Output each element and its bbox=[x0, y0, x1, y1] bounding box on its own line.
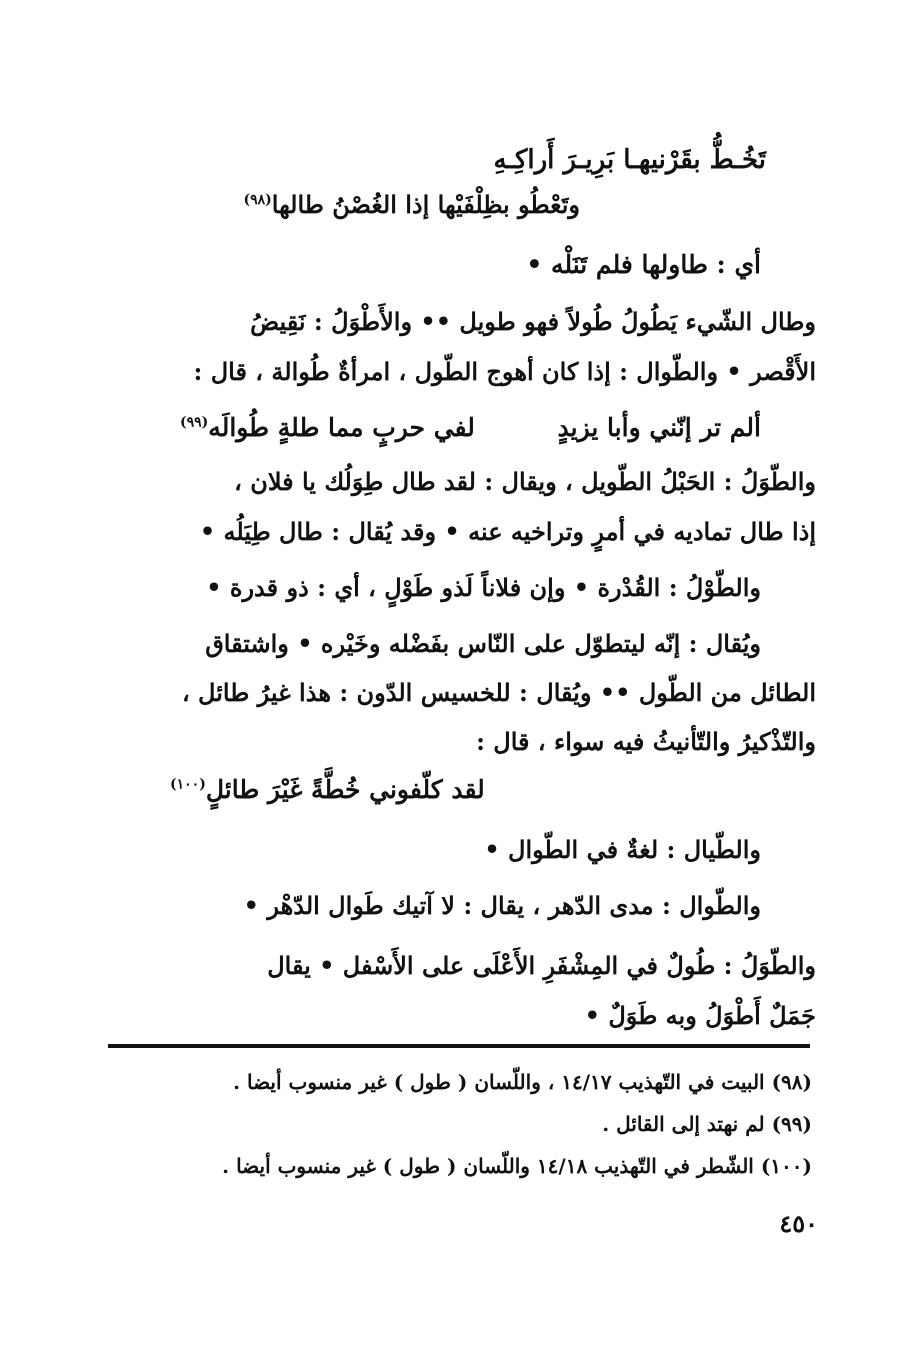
body-line-2: وطال الشّيء يَطُولُ طُولاً فهو طويل •• والأَطْوَلُ : نَقِيضُ bbox=[250, 307, 816, 336]
body-line-9: والتّذْكيرُ والتّأنيثُ فيه سواء ، قال : bbox=[476, 727, 816, 756]
verse-text: لقد كلّفوني خُطَّةً غَيْرَ طائلٍ bbox=[205, 775, 485, 804]
footnote-divider bbox=[108, 1044, 810, 1048]
verse-line-4 bbox=[170, 770, 485, 810]
footnote-ref-98: (٩٨) bbox=[243, 192, 272, 208]
body-line-4: والطّوَلُ : الحَبْلُ الطّويل ، ويقال : لقد طال طِوَلُك يا فلان ، bbox=[234, 467, 816, 496]
body-line-11: والطّوال : مدى الدّهر ، يقال : لا آتيك طَوال الدّهْر • bbox=[243, 891, 761, 920]
body-line-6: والطّوْلُ : القُدْرة • وإن فلاناً لَذو طَوْلٍ ، أي : ذو قدرة • bbox=[206, 573, 761, 602]
verse-line-1 bbox=[493, 140, 766, 180]
body-line-12: والطّوَلُ : طُولٌ في المِشْفَرِ الأَعْلَى على الأَسْفل • يقال bbox=[267, 951, 816, 980]
verse-line-2 bbox=[244, 185, 581, 225]
body-line-5: إذا طال تماديه في أمرٍ وتراخيه عنه • وقد يُقال : طال طِيَلُه • bbox=[199, 517, 816, 546]
footnote-98: (٩٨) البيت في التّهذيب ١٤/١٧ ، واللّسان ( طول ) غير منسوب أيضا . bbox=[233, 1070, 812, 1094]
footnote-100: (١٠٠) الشّطر في التّهذيب ١٤/١٨ واللّسان ( طول ) غير منسوب أيضا . bbox=[222, 1154, 812, 1178]
body-line-10: والطّيال : لغةٌ في الطّوال • bbox=[484, 835, 761, 864]
verse-text: لفي حربٍ مما طلةٍ طُوالَه bbox=[208, 413, 475, 442]
page-number: ٤٥٠ bbox=[779, 1209, 818, 1238]
body-line-1: أي : طاولها فلم تَنَلْه • bbox=[526, 250, 761, 279]
footnote-ref-99: (٩٩) bbox=[180, 414, 209, 431]
body-line-3: الأَقْصر • والطّوال : إذا كان أهوج الطّول ، امرأةٌ طُوالة ، قال : bbox=[193, 357, 816, 386]
verse-text: تَخُـطُّ بقَرْنيهـا بَرِيـرَ أَراكِـهِ bbox=[493, 145, 766, 175]
body-line-7: ويُقال : إنّه ليتطوّل على النّاس بفَضْله وخَيْره • واشتقاق bbox=[205, 629, 761, 658]
verse-line-3-second bbox=[180, 408, 475, 448]
body-line-13: جَمَلٌ أَطْوَلُ وبه طَوَلٌ • bbox=[584, 1001, 816, 1030]
footnote-ref-100: (١٠٠) bbox=[170, 776, 206, 793]
footnote-99: (٩٩) لم نهتد إلى القائل . bbox=[602, 1112, 812, 1136]
verse-text: وتَعْطُو بظِلْفَيْها إذا الغُصْنُ طالها bbox=[271, 190, 580, 219]
verse-text: ألم تر إنّني وأبا يزيدٍ bbox=[557, 413, 761, 442]
verse-line-3-first bbox=[558, 408, 761, 448]
body-line-8: الطائل من الطّول •• ويُقال : للخسيس الدّون : هذا غيرُ طائل ، bbox=[181, 678, 816, 707]
